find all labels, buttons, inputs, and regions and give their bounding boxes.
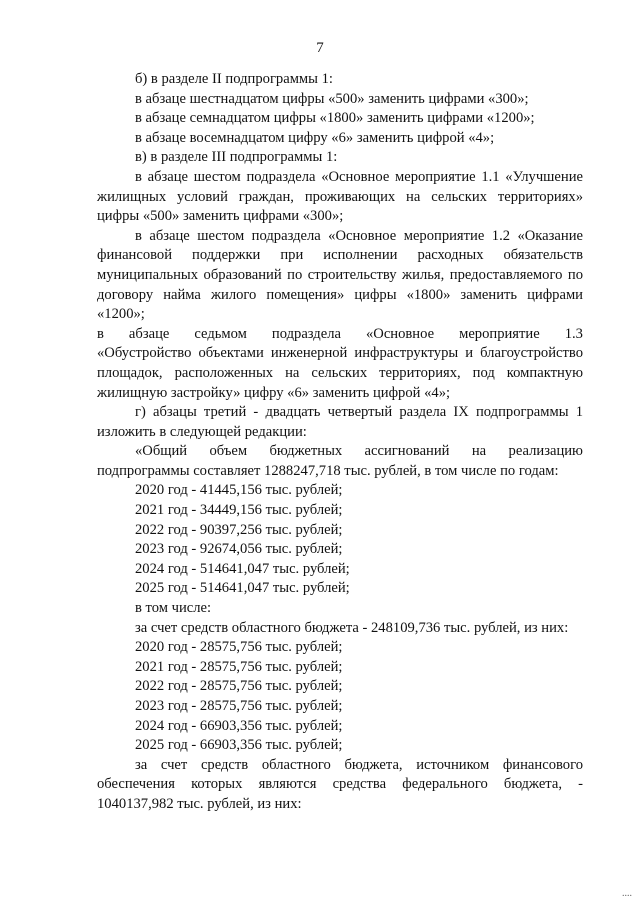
regional-by-year-list (97, 638, 583, 756)
year-line: 2023 год - 28575,756 тыс. рублей; (135, 698, 343, 714)
word: на (471, 443, 487, 460)
word: объем (209, 443, 248, 460)
word: подраздела (271, 325, 341, 342)
amendment-v3-first-line (97, 325, 583, 345)
amendment-v1: в абзаце шестом подраздела «Основное мероприятие 1.1 «Улучшение жилищных условий граждан, проживающих на сельских территориях» цифры «500» заменить цифрами «300»; (97, 168, 583, 225)
year-line: 2022 год - 90397,256 тыс. рублей; (135, 521, 343, 538)
year-line: 2025 год - 514641,047 тыс. рублей; (135, 580, 350, 597)
federal-budget-line: за счет средств областного бюджета, источником финансового обеспечения которых являются средства федерального бюджета, - 1040137,982 тыс. рублей, из них: (97, 756, 583, 812)
in-that-number: в том числе: (135, 600, 212, 617)
year-line: 2022 год - 28575,756 тыс. рублей; (135, 678, 343, 695)
total-volume-first-line (97, 442, 583, 462)
amendment-b1: в абзаце шестнадцатом цифры «500» заменить цифрами «300»; (135, 90, 529, 107)
section-g-title: г) абзацы третий - двадцать четвертый раздела IX подпрограммы 1 изложить в следующей редакции: (97, 404, 583, 440)
total-volume-continuation: подпрограммы составляет 1288247,718 тыс. рублей, в том числе по годам: (97, 462, 559, 479)
corner-mark: .... (622, 888, 632, 899)
regional-budget-line: за счет средств областного бюджета - 248109,736 тыс. рублей, из них: (135, 619, 569, 636)
word: седьмом (194, 325, 247, 342)
word: 1.3 (564, 325, 583, 342)
word: ассигнований (364, 443, 450, 460)
year-line: 2021 год - 28575,756 тыс. рублей; (135, 658, 343, 675)
year-line: 2024 год - 66903,356 тыс. рублей; (135, 717, 343, 734)
total-by-year-list (97, 481, 583, 599)
amendment-b3: в абзаце восемнадцатом цифру «6» заменить цифрой «4»; (135, 129, 495, 146)
year-line: 2023 год - 92674,056 тыс. рублей; (135, 541, 343, 558)
document-body (97, 70, 583, 815)
word: реализацию (508, 443, 583, 460)
word: в (97, 325, 104, 342)
section-v-title: в) в разделе III подпрограммы 1: (135, 149, 338, 166)
year-line: 2020 год - 28575,756 тыс. рублей; (135, 639, 343, 656)
amendment-v2: в абзаце шестом подраздела «Основное мероприятие 1.2 «Оказание финансовой поддержки при исполнении расходных обязательств муниципальных образований по строительству жилья, предоставляемого по договору найма жилого помещения» цифры «1800» заменить цифрами «1200»; (97, 227, 583, 323)
amendment-b2: в абзаце семнадцатом цифры «1800» заменить цифрами «1200»; (135, 110, 535, 127)
word: бюджетных (269, 443, 343, 460)
year-line: 2025 год - 66903,356 тыс. рублей; (135, 737, 343, 754)
word: «Основное (365, 325, 435, 342)
amendment-v3-continuation: «Обустройство объектами инженерной инфраструктуры и благоустройство площадок, расположенных на сельских территориях, под компактную жилищную застройку» цифру «6» заменить цифрой «4»; (97, 345, 583, 401)
word: мероприятие (459, 325, 540, 342)
year-line: 2021 год - 34449,156 тыс. рублей; (135, 502, 343, 519)
year-line: 2020 год - 41445,156 тыс. рублей; (135, 482, 343, 499)
section-b-title: б) в разделе II подпрограммы 1: (135, 71, 333, 87)
page-number: 7 (316, 40, 324, 56)
year-line: 2024 год - 514641,047 тыс. рублей; (135, 560, 350, 577)
word: абзаце (128, 325, 170, 342)
word: «Общий (135, 443, 188, 460)
